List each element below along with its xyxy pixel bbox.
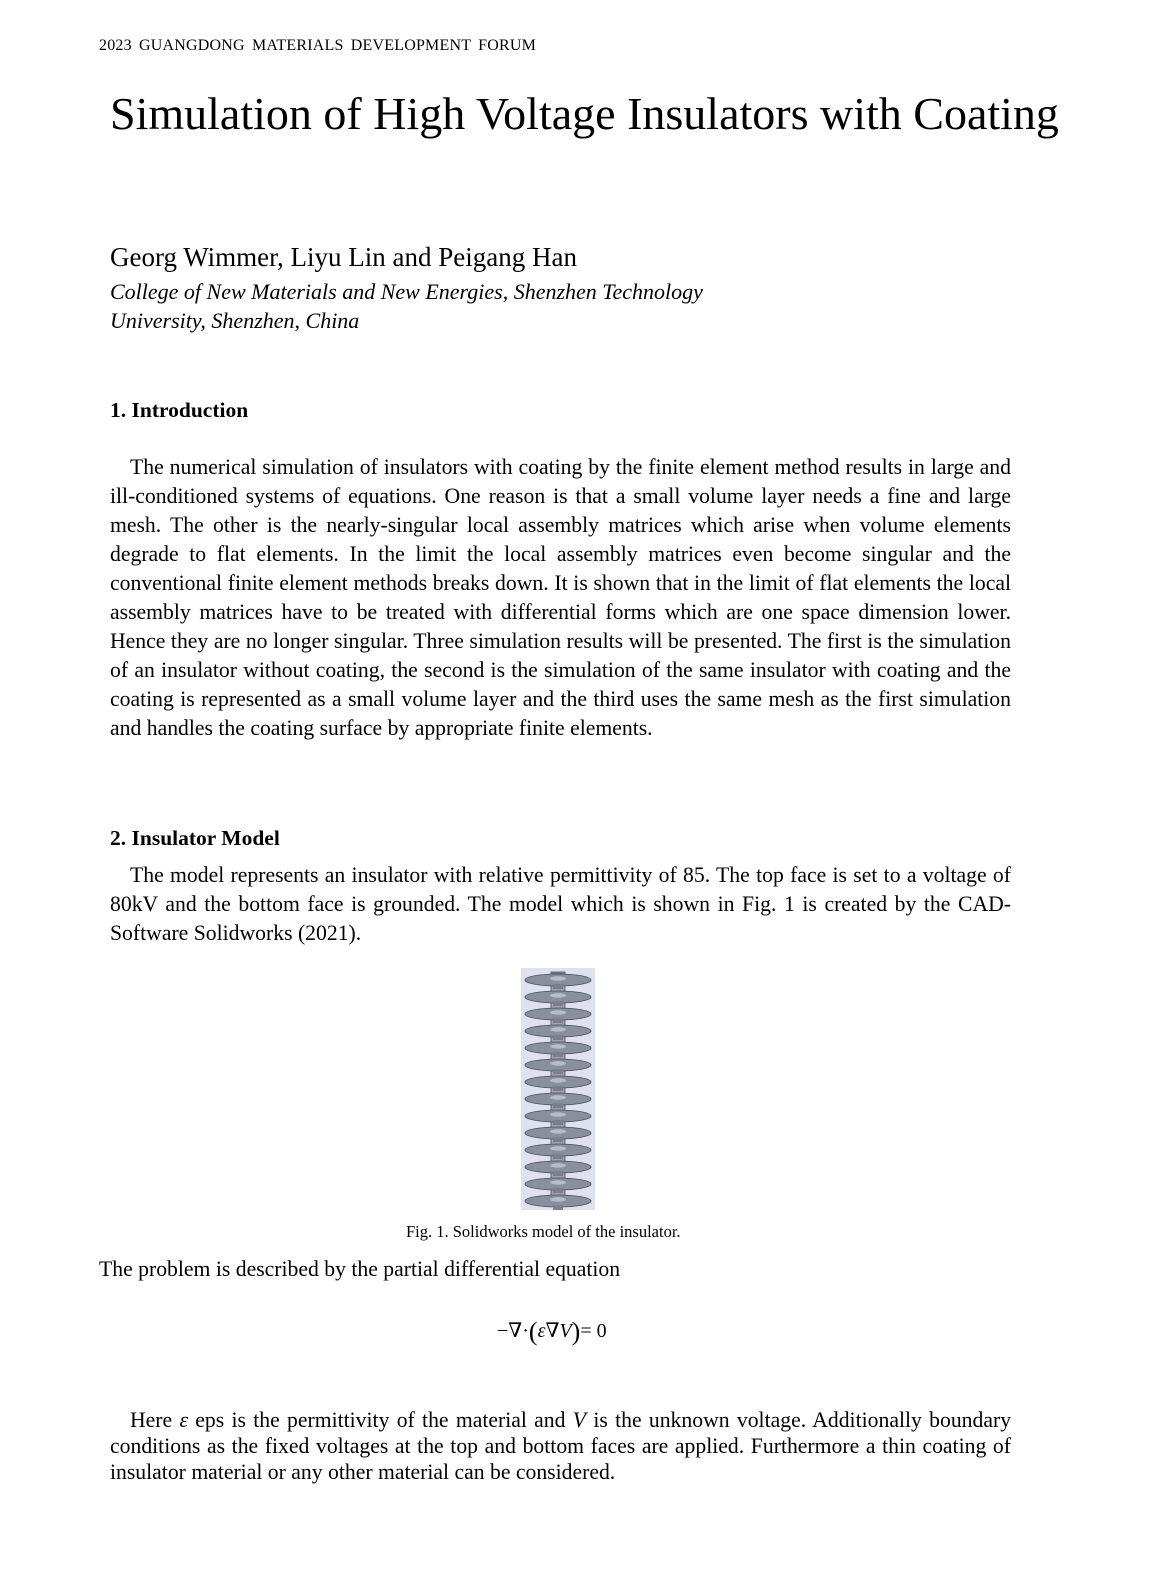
- equation-rhs: = 0: [580, 1320, 607, 1342]
- insulator-shed-highlight: [550, 1180, 566, 1184]
- author-list: Georg Wimmer, Liyu Lin and Peigang Han: [110, 242, 577, 272]
- figure-caption: Fig. 1. Solidworks model of the insulator.: [406, 1222, 681, 1241]
- insulator-shed-neck: [553, 1188, 563, 1193]
- insulator-shed-highlight: [550, 1163, 566, 1167]
- insulator-shed-highlight: [550, 1146, 566, 1150]
- insulator-shed-neck: [553, 1154, 563, 1159]
- closing-epsilon: ε: [179, 1408, 188, 1432]
- insulator-shed-neck: [553, 1086, 563, 1091]
- equation-operator: −∇·: [497, 1320, 529, 1342]
- section-heading-introduction: 1. Introduction: [110, 398, 249, 422]
- section-heading-insulator-model: 2. Insulator Model: [110, 826, 280, 850]
- insulator-model-paragraph: The model represents an insulator with relative permittivity of 85. The top face is set to a voltage of 80kV and the bottom face is grounded. The model which is shown in Fig. 1 is created by the CAD-Software Solidworks (2021).: [110, 863, 1011, 945]
- insulator-figure: [521, 968, 595, 1210]
- insulator-shed-neck: [553, 1069, 563, 1074]
- insulator-shed-neck: [553, 1103, 563, 1108]
- introduction-paragraph: The numerical simulation of insulators with coating by the finite element method results in large and ill-conditioned systems of equations. One reason is that a small volume layer needs a fine and large mesh. The other is the nearly-singular local assembly matrices which arise when volume elements degrade to flat elements. In the limit the local assembly matrices even become singular and the conventional finite element methods breaks down. It is shown that in the limit of flat elements the local assembly matrices have to be treated with differential forms which are one space dimension lower. Hence they are no longer singular. Three simulation results will be presented. The first is the simulation of an insulator without coating, the second is the simulation of the same insulator with coating and the coating is represented as a small volume layer and the third uses the same mesh as the first simulation and handles the coating surface by appropriate finite elements.: [110, 455, 1011, 740]
- insulator-shed-highlight: [550, 1061, 566, 1065]
- insulator-shed-highlight: [550, 1027, 566, 1031]
- insulator-shed-neck: [553, 1001, 563, 1006]
- closing-paragraph: [110, 1407, 1011, 1485]
- insulator-shed-highlight: [550, 1010, 566, 1014]
- author-affiliation: College of New Materials and New Energies, Shenzhen Technology University, Shenzhen, China: [110, 279, 703, 333]
- equation-close-paren: ): [571, 1317, 581, 1346]
- equation-nabla: ∇: [545, 1320, 560, 1342]
- insulator-shed-highlight: [550, 1095, 566, 1099]
- equation-epsilon: ε: [537, 1320, 546, 1342]
- insulator-shed-highlight: [550, 993, 566, 997]
- closing-text-1: eps is the permittivity of the material and: [195, 1408, 566, 1432]
- equation-open-paren: (: [528, 1317, 538, 1346]
- equation-voltage: V: [559, 1320, 572, 1342]
- insulator-shed-neck: [553, 1035, 563, 1040]
- insulator-shed-neck: [553, 984, 563, 989]
- insulator-shed-highlight: [550, 1078, 566, 1082]
- paper-title: Simulation of High Voltage Insulators with Coating: [110, 88, 1059, 139]
- insulator-shed-neck: [553, 1018, 563, 1023]
- closing-voltage: V: [572, 1408, 587, 1432]
- closing-intro: Here: [130, 1408, 173, 1432]
- insulator-shed-highlight: [550, 1044, 566, 1048]
- running-header: 2023 GUANGDONG MATERIALS DEVELOPMENT FORUM: [99, 37, 537, 54]
- insulator-shed-highlight: [550, 1129, 566, 1133]
- insulator-shed-highlight: [550, 1112, 566, 1116]
- insulator-shed-neck: [553, 1205, 563, 1210]
- insulator-shed-highlight: [550, 976, 566, 980]
- closing-text-2: is the unknown voltage. Additionally boundary conditions as the fixed voltages at the top and bottom faces are applied. Furthermore a thin coating of insulator material or any other material can be considered.: [110, 1408, 1012, 1484]
- insulator-shed-neck: [553, 1137, 563, 1142]
- insulator-shed-neck: [553, 1052, 563, 1057]
- pde-equation: [497, 1317, 607, 1347]
- insulator-shed-highlight: [550, 1197, 566, 1201]
- insulator-shed-neck: [553, 1171, 563, 1176]
- insulator-shed-neck: [553, 1120, 563, 1125]
- insulator-model-image: [521, 968, 595, 1210]
- equation-lead-in: The problem is described by the partial differential equation: [99, 1257, 621, 1281]
